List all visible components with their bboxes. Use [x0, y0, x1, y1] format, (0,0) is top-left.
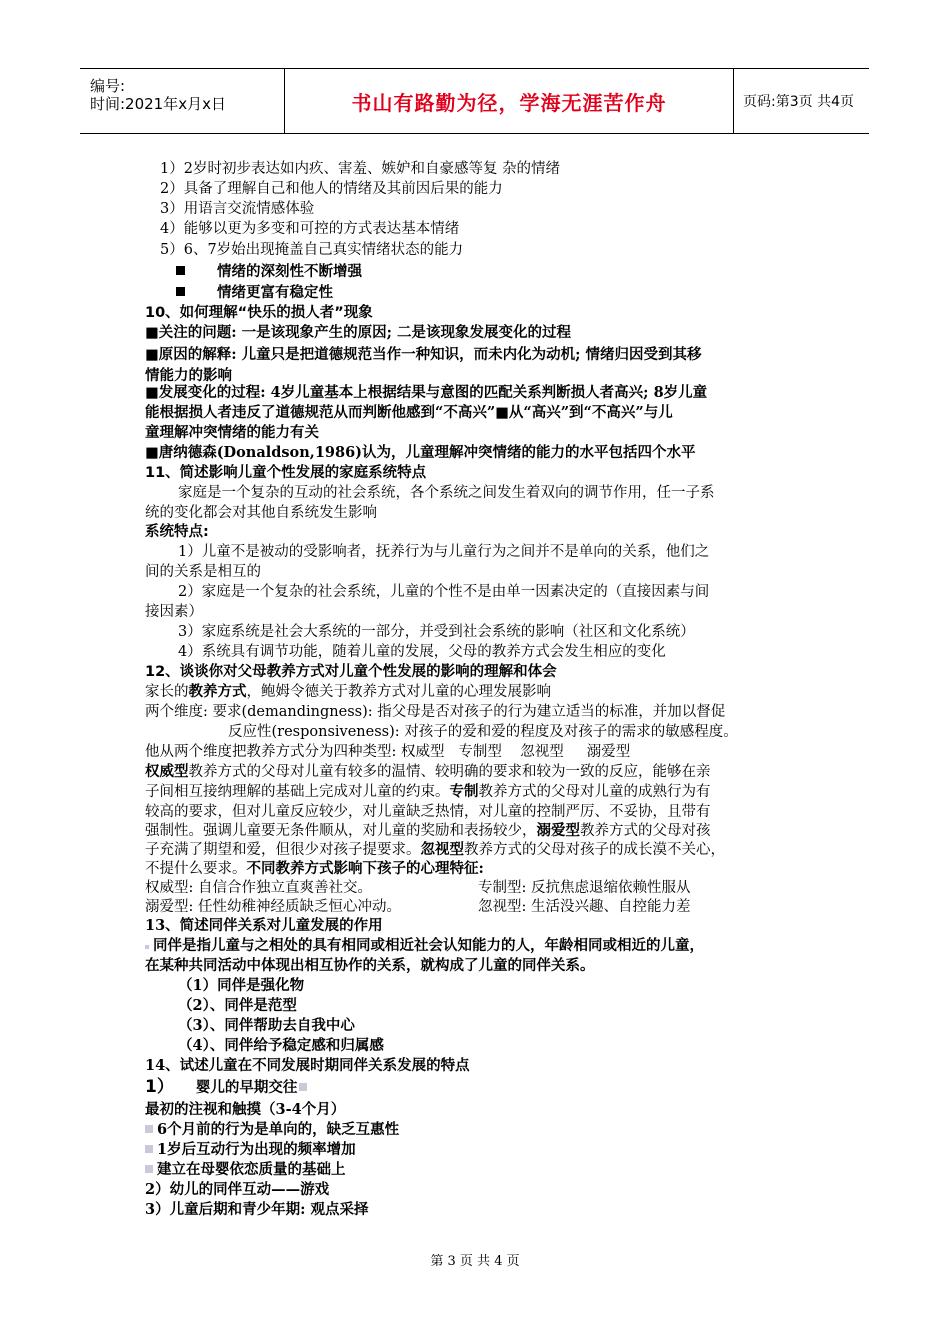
section-heading: 12、谈谈你对父母教养方式对儿童个性发展的影响的理解和体会 — [145, 664, 557, 680]
text-line: 5）6、7岁始出现掩盖自己真实情绪状态的能力 — [160, 242, 464, 258]
bullet-square-icon — [176, 266, 185, 275]
text-line: 2）幼儿的同伴互动——游戏 — [145, 1181, 330, 1198]
text-line: 情能力的影响 — [145, 367, 232, 384]
text-line: 反应性(responsiveness): 对孩子的爱和爱的程度及对孩子的需求的敏感程度。 — [228, 724, 738, 740]
text-line: 两个维度: 要求(demandingness): 指父母是否对孩子的行为建立适当的标准，并加以督促 — [145, 704, 726, 720]
bullet-square-icon — [145, 1125, 153, 1133]
page-header — [80, 68, 869, 134]
text-line: 专制型: 反抗焦虑退缩依赖性服从 — [478, 880, 691, 896]
text-line: 较高的要求，但对儿童反应较少，对儿童缺乏热情，对儿童的控制严厉、不妥协，且带有 — [145, 804, 711, 820]
bullet-line: 情绪更富有稳定性 — [176, 283, 333, 303]
text-line: 童理解冲突情绪的能力有关 — [145, 424, 319, 441]
time-label: 时间:2021年x月x日 — [90, 95, 226, 113]
text-line: 子充满了期望和爱，但很少对孩子提要求。忽视型教养方式的父母对孩子的成长漠不关心， — [145, 841, 725, 858]
text-line: 同伴是指儿童与之相处的具有相同或相近社会认知能力的人，年龄相同或相近的儿童， — [145, 936, 704, 956]
section-heading: 13、简述同伴关系对儿童发展的作用 — [145, 917, 383, 934]
text-line: 3）儿童后期和青少年期: 观点采择 — [145, 1201, 369, 1218]
header-page-cell — [733, 69, 869, 133]
list-item: （4）、同伴给予稳定感和归属感 — [178, 1037, 384, 1054]
text-line: 2）家庭是一个复杂的社会系统，儿童的个性不是由单一因素决定的（直接因素与间 — [178, 584, 710, 600]
text-line: 溺爱型: 任性幼稚神经质缺乏恒心冲动。 — [145, 899, 401, 915]
text-line: 4）能够以更为多变和可控的方式表达基本情绪 — [160, 221, 460, 237]
text-line: 1岁后互动行为出现的频率增加 — [145, 1140, 356, 1160]
page-label: 页码:第3页 共4页 — [743, 94, 854, 110]
header-meta — [80, 69, 284, 133]
list-item: （3）、同伴帮助去自我中心 — [178, 1017, 355, 1034]
bullet-square-icon — [145, 1165, 153, 1173]
section-heading: 10、如何理解“快乐的损人者”现象 — [145, 305, 373, 321]
bullet-square-icon — [145, 945, 149, 949]
text-line: 最初的注视和触摸（3-4个月） — [145, 1101, 346, 1118]
list-item: （2）、同伴是范型 — [178, 997, 297, 1014]
section-heading: 11、简述影响儿童个性发展的家庭系统特点 — [145, 465, 427, 481]
text-line: 子间相互接纳理解的基础上完成对儿童的约束。专制教养方式的父母对儿童的成熟行为有 — [145, 783, 711, 800]
text-line: 3）家庭系统是社会大系统的一部分，并受到社会系统的影响（社区和文化系统） — [178, 624, 695, 640]
bullet-square-icon — [145, 1145, 153, 1153]
list-item: （1）同伴是强化物 — [178, 977, 305, 994]
text-line: 强制性。强调儿童要无条件顺从，对儿童的奖励和表扬较少，溺爱型教养方式的父母对孩 — [145, 822, 711, 839]
text-line: 间的关系是相互的 — [145, 564, 261, 580]
text-line: 1）儿童不是被动的受影响者，抚养行为与儿童行为之间并不是单向的关系，他们之 — [178, 544, 710, 560]
text-line: 统的变化都会对其他自系统发生影响 — [145, 505, 377, 521]
text-line: 他从两个维度把教养方式分为四种类型: 权威型 专制型 忽视型 溺爱型 — [145, 744, 631, 760]
motto: 书山有路勤为径，学海无涯苦作舟 — [351, 90, 667, 115]
text-line: 3）用语言交流情感体验 — [160, 201, 315, 217]
text-line: 1） 婴儿的早期交往 — [145, 1077, 311, 1098]
bullet-line: 情绪的深刻性不断增强 — [176, 262, 362, 282]
text-line: ■发展变化的过程: 4岁儿童基本上根据结果与意图的匹配关系判断损人者高兴; 8岁儿童 — [145, 384, 708, 401]
text-line: 权威型教养方式的父母对儿童有较多的温情、较明确的要求和较为一致的反应，能够在亲 — [145, 763, 711, 780]
bullet-square-icon — [299, 1083, 307, 1091]
text-line: 2）具备了理解自己和他人的情绪及其前因后果的能力 — [160, 181, 503, 197]
text-line: 能根据损人者违反了道德规范从而判断他感到“不高兴”■从“高兴”到“不高兴”与儿 — [145, 404, 673, 421]
header-motto-cell — [284, 69, 734, 133]
text-line: 权威型: 自信合作独立直爽善社交。 — [145, 880, 372, 896]
text-line: 不提什么要求。不同教养方式影响下孩子的心理特征: — [145, 860, 484, 877]
section-heading: 14、试述儿童在不同发展时期同伴关系发展的特点 — [145, 1057, 470, 1074]
text-line: 接因素） — [145, 604, 203, 620]
text-line: 4）系统具有调节功能，随着儿童的发展，父母的教养方式会发生相应的变化 — [178, 644, 666, 660]
text-line: ■原因的解释: 儿童只是把道德规范当作一种知识，而未内化为动机; 情绪归因受到其移 — [145, 346, 702, 363]
bullet-square-icon — [176, 287, 185, 296]
text-line: 家庭是一个复杂的互动的社会系统，各个系统之间发生着双向的调节作用，任一子系 — [178, 485, 715, 501]
text-line: 家长的教养方式，鲍姆令德关于教养方式对儿童的心理发展影响 — [145, 683, 551, 700]
text-line: 在某种共同活动中体现出相互协作的关系，就构成了儿童的同伴关系。 — [145, 957, 595, 974]
text-line: 建立在母婴依恋质量的基础上 — [145, 1160, 346, 1180]
text-line: 忽视型: 生活没兴趣、自控能力差 — [478, 899, 691, 915]
text-line: 6个月前的行为是单向的，缺乏互惠性 — [145, 1120, 399, 1140]
text-line: 系统特点: — [145, 524, 209, 540]
page-footer: 第 3 页 共 4 页 — [430, 1254, 520, 1269]
text-line: ■关注的问题: 一是该现象产生的原因; 二是该现象发展变化的过程 — [145, 324, 571, 341]
text-line: ■唐纳德森(Donaldson,1986)认为，儿童理解冲突情绪的能力的水平包括四个水平 — [145, 444, 696, 461]
text-line: 1）2岁时初步表达如内疚、害羞、嫉妒和自豪感等复 杂的情绪 — [160, 161, 561, 177]
number-label: 编号: — [90, 77, 126, 95]
